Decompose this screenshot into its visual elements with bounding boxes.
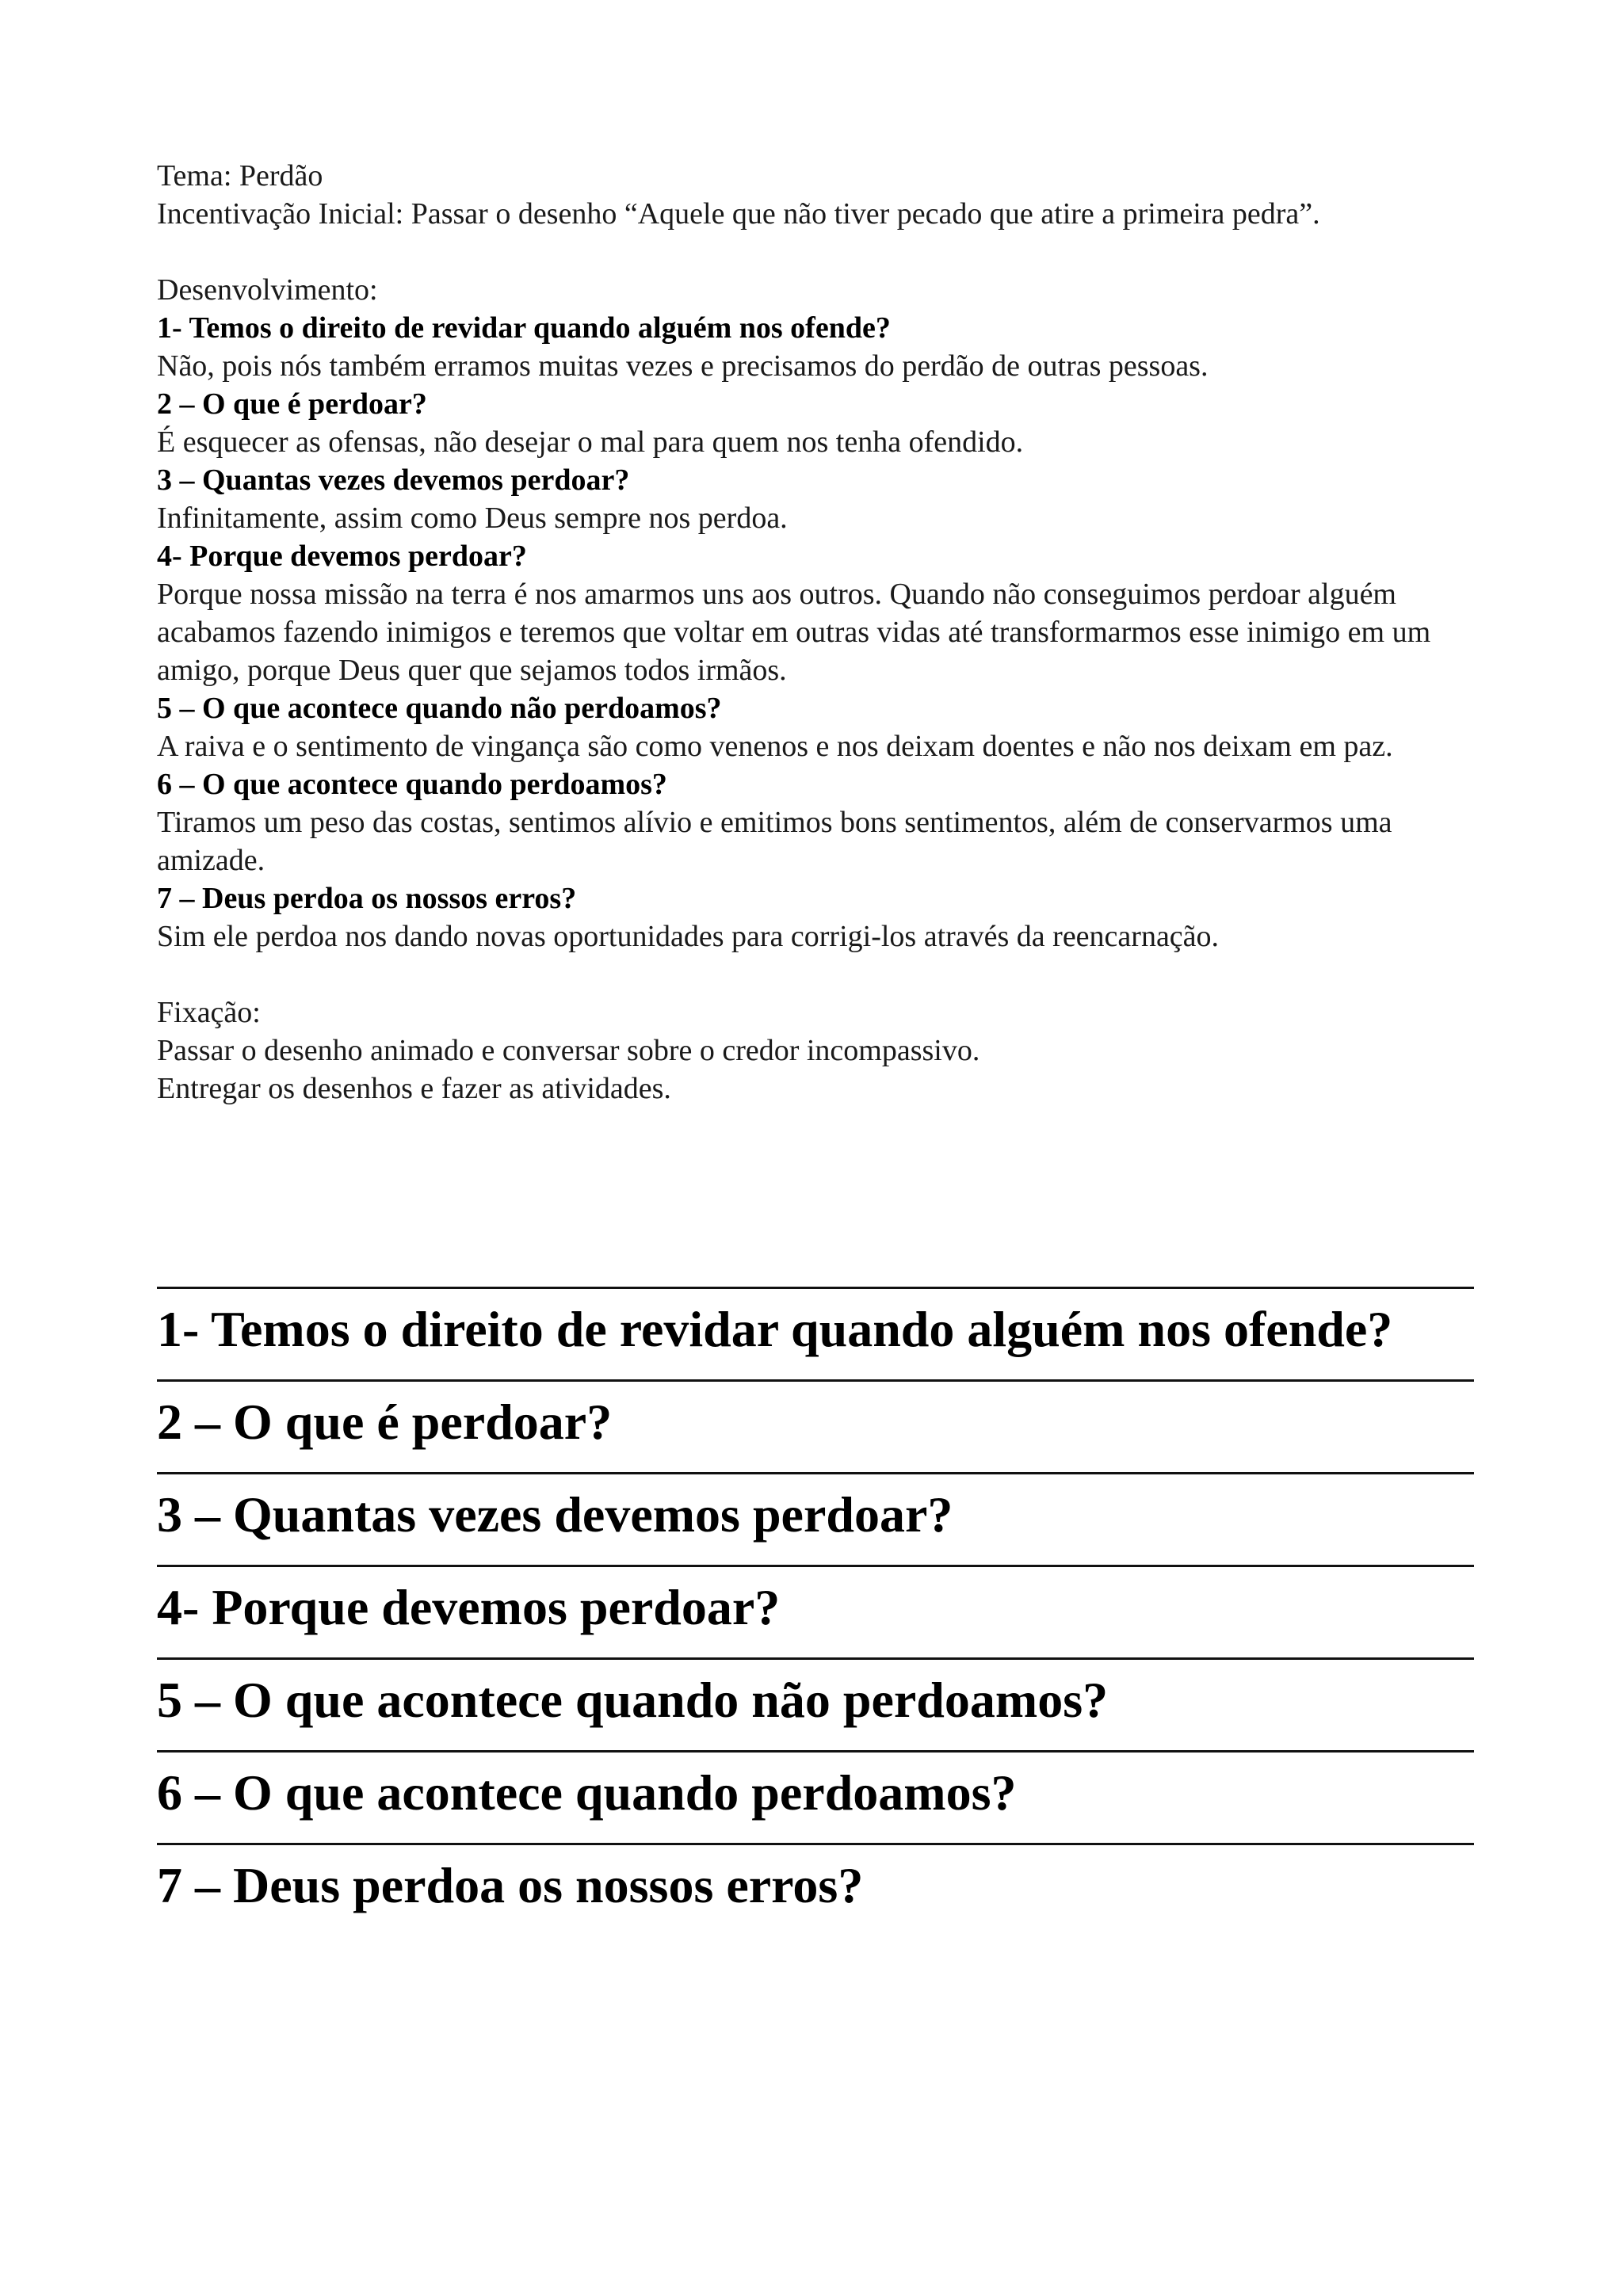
question-card-1: 1- Temos o direito de revidar quando alguém nos ofende? (157, 1287, 1474, 1379)
question-card-3: 3 – Quantas vezes devemos perdoar? (157, 1472, 1474, 1565)
question-card-6: 6 – O que acontece quando perdoamos? (157, 1750, 1474, 1843)
answer-4: Porque nossa missão na terra é nos amarmos uns aos outros. Quando não conseguimos perdoar alguém acabamos fazendo inimigos e teremos que voltar em outras vidas até transformarmos esse inimigo em um amigo, porque Deus quer que sejamos todos irmãos. (157, 578, 1431, 687)
question-cards (157, 1287, 1474, 1936)
question-card-2: 2 – O que é perdoar? (157, 1379, 1474, 1472)
question-5: 5 – O que acontece quando não perdoamos? (157, 692, 722, 725)
question-6: 6 – O que acontece quando perdoamos? (157, 768, 667, 801)
question-card-5: 5 – O que acontece quando não perdoamos? (157, 1657, 1474, 1750)
question-7: 7 – Deus perdoa os nossos erros? (157, 882, 577, 915)
lesson-plan (157, 157, 1474, 1108)
answer-1: Não, pois nós também erramos muitas vezes e precisamos do perdão de outras pessoas. (157, 349, 1209, 383)
answer-2: É esquecer as ofensas, não desejar o mal para quem nos tenha ofendido. (157, 425, 1024, 459)
fixation-line-1: Passar o desenho animado e conversar sobre o credor incompassivo. (157, 1034, 980, 1067)
question-4: 4- Porque devemos perdoar? (157, 540, 527, 573)
answer-6: Tiramos um peso das costas, sentimos alívio e emitimos bons sentimentos, além de conservarmos uma amizade. (157, 806, 1392, 877)
answer-7: Sim ele perdoa nos dando novas oportunidades para corrigi-los através da reencarnação. (157, 920, 1220, 953)
initial-motivation-line: Incentivação Inicial: Passar o desenho “Aquele que não tiver pecado que atire a primeira pedra”. (157, 197, 1320, 231)
answer-3: Infinitamente, assim como Deus sempre nos perdoa. (157, 502, 788, 535)
spacer (157, 233, 1474, 271)
question-2: 2 – O que é perdoar? (157, 387, 427, 421)
question-card-7: 7 – Deus perdoa os nossos erros? (157, 1843, 1474, 1936)
question-card-4: 4- Porque devemos perdoar? (157, 1565, 1474, 1657)
spacer (157, 955, 1474, 994)
question-1: 1- Temos o direito de revidar quando alguém nos ofende? (157, 311, 891, 345)
fixation-title: Fixação: (157, 996, 261, 1029)
question-3: 3 – Quantas vezes devemos perdoar? (157, 463, 630, 497)
answer-5: A raiva e o sentimento de vingança são como venenos e nos deixam doentes e não nos deixam em paz. (157, 730, 1393, 763)
fixation-line-2: Entregar os desenhos e fazer as atividades. (157, 1072, 671, 1105)
development-title: Desenvolvimento: (157, 273, 378, 307)
topic-line: Tema: Perdão (157, 159, 323, 193)
